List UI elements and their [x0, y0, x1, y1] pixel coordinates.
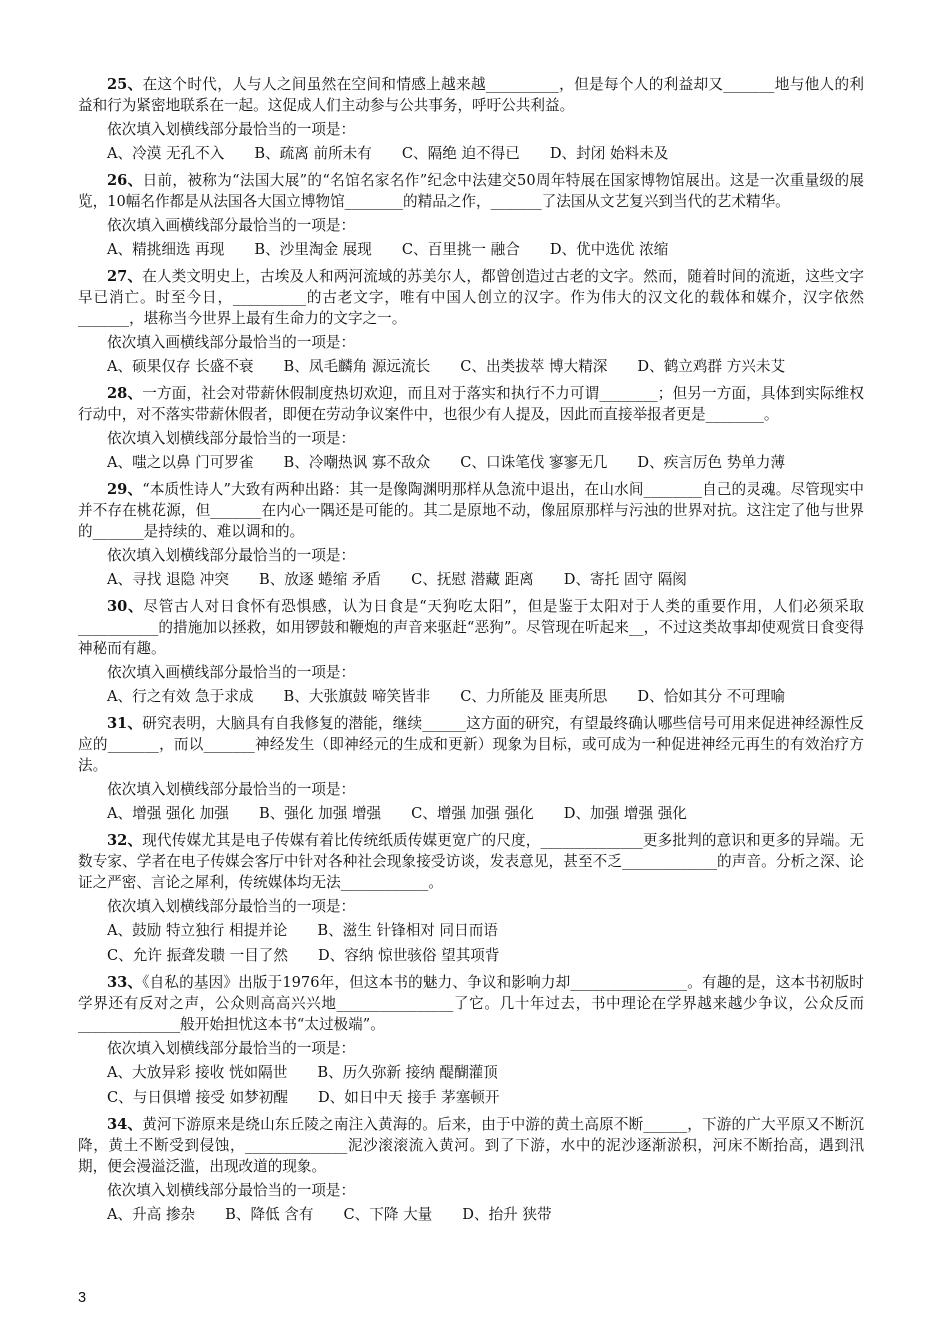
option-a: A、大放异彩 接收 恍如隔世	[107, 1064, 288, 1081]
question-stem	[78, 972, 864, 1035]
options-row	[78, 452, 864, 473]
stem-text: 日前，被称为“法国大展”的“名馆名家名作”纪念中法建交50周年特展在国家博物馆展出。这是一次重量级的展览，10幅名作都是从法国各大国立博物馆________的精品之作，_______了法国从文艺复兴到当代的艺术精华。	[78, 172, 865, 210]
option-d: D、加强 增强 强化	[563, 805, 687, 822]
question-instruction: 依次填入画横线部分最恰当的一项是：	[107, 217, 356, 234]
option-d: D、如日中天 接手 茅塞顿开	[317, 1089, 500, 1106]
question-instruction: 依次填入划横线部分最恰当的一项是：	[107, 781, 356, 798]
option-c: C、百里挑一 融合	[401, 241, 520, 258]
option-b: B、滋生 针锋相对 同日而语	[317, 922, 498, 939]
option-a: A、行之有效 急于求成	[107, 688, 254, 705]
option-c: C、下降 大量	[343, 1206, 433, 1223]
option-b: B、凤毛麟角 源远流长	[283, 358, 431, 375]
option-a: A、精挑细选 再现	[107, 241, 225, 258]
option-a: A、鼓励 特立独行 相提并论	[107, 922, 288, 939]
option-d: D、寄托 固守 隔阂	[563, 571, 687, 588]
option-a: A、冷漠 无孔不入	[107, 145, 225, 162]
option-c: C、口诛笔伐 寥寥无几	[460, 454, 608, 471]
question-stem	[78, 1114, 864, 1177]
option-b: B、大张旗鼓 啼笑皆非	[283, 688, 431, 705]
question-instruction: 依次填入划横线部分最恰当的一项是：	[107, 547, 356, 564]
option-a: A、增强 强化 加强	[107, 805, 229, 822]
options-row	[78, 945, 864, 966]
option-d: D、鹤立鸡群 方兴未艾	[637, 358, 786, 375]
options-row	[78, 569, 864, 590]
options-row	[78, 803, 864, 824]
question-stem	[78, 266, 864, 329]
question-number: 29、	[107, 481, 143, 498]
question-26	[78, 170, 864, 260]
option-c: C、隔绝 迫不得已	[401, 145, 520, 162]
question-number: 31、	[107, 715, 143, 732]
stem-text: 一方面，社会对带薪休假制度热切欢迎，而且对于落实和执行不力可谓________；但另一方面，具体到实际维权行动中，对不落实带薪休假者，即便在劳动争议案件中，也很少有人提及，因此而直接举报者更是________。	[78, 385, 864, 423]
option-c: C、增强 加强 强化	[411, 805, 534, 822]
question-30	[78, 596, 864, 707]
document-page	[78, 74, 864, 1231]
question-instruction: 依次填入画横线部分最恰当的一项是：	[107, 664, 356, 681]
options-row	[78, 920, 864, 941]
question-25	[78, 74, 864, 164]
option-b: B、历久弥新 接纳 醍醐灌顶	[317, 1064, 498, 1081]
option-a: A、嗤之以鼻 门可罗雀	[107, 454, 254, 471]
option-c: C、抚慰 潜藏 距离	[411, 571, 534, 588]
question-instruction: 依次填入划横线部分最恰当的一项是：	[107, 1040, 356, 1057]
stem-text: 《自私的基因》出版于1976年，但这本书的魅力、争议和影响力却________________。有趣的是，这本书初版时学界还有反对之声，公众则高高兴兴地________________了它。几十年过去，书中理论在学界越来越少争议，公众反而______________般开始担忧这本书“太过极端”。	[78, 974, 865, 1033]
option-b: B、沙里淘金 展现	[254, 241, 372, 258]
option-d: D、疾言厉色 势单力薄	[637, 454, 786, 471]
options-row	[78, 1087, 864, 1108]
question-instruction: 依次填入划横线部分最恰当的一项是：	[107, 898, 356, 915]
option-d: D、恰如其分 不可理喻	[637, 688, 786, 705]
question-32	[78, 830, 864, 966]
option-c: C、出类拔萃 博大精深	[460, 358, 608, 375]
question-number: 32、	[107, 832, 143, 849]
question-stem	[78, 383, 864, 425]
options-row	[78, 143, 864, 164]
question-28	[78, 383, 864, 473]
stem-text: 在这个时代，人与人之间虽然在空间和情感上越来越__________，但是每个人的利益却又_______地与他人的利益和行为紧密地联系在一起。这促成人们主动参与公共事务，呼吁公共利益。	[78, 76, 864, 114]
options-row	[78, 356, 864, 377]
question-31	[78, 713, 864, 824]
page-number: 3	[78, 1290, 87, 1306]
question-instruction: 依次填入画横线部分最恰当的一项是：	[107, 334, 356, 351]
question-number: 25、	[107, 76, 143, 93]
question-stem	[78, 74, 864, 116]
option-a: A、升高 掺杂	[107, 1206, 196, 1223]
stem-text: 尽管古人对日食怀有恐惧感，认为日食是“天狗吃太阳”，但是鉴于太阳对于人类的重要作用，人们必须采取___________的措施加以拯救，如用锣鼓和鞭炮的声音来驱赶“恶狗”。尽管现在听起来__，不过这类故事却使观赏日食变得神秘而有趣。	[78, 598, 864, 657]
option-b: B、强化 加强 增强	[258, 805, 382, 822]
option-b: B、降低 含有	[225, 1206, 314, 1223]
stem-text: “本质性诗人”大致有两种出路：其一是像陶渊明那样从急流中退出，在山水间________自己的灵魂。尽管现实中并不存在桃花源，但_______在内心一隅还是可能的。其二是原地不动，像屈原那样与污浊的世界对抗。这注定了他与世界的_______是持续的、难以调和的。	[78, 481, 864, 540]
option-d: D、优中选优 浓缩	[549, 241, 669, 258]
question-34	[78, 1114, 864, 1225]
options-row	[78, 239, 864, 260]
options-row	[78, 1204, 864, 1225]
option-b: B、放逐 蜷缩 矛盾	[258, 571, 382, 588]
option-b: B、冷嘲热讽 寡不敌众	[283, 454, 431, 471]
question-stem	[78, 830, 864, 893]
question-instruction: 依次填入划横线部分最恰当的一项是：	[107, 430, 356, 447]
options-row	[78, 686, 864, 707]
question-number: 30、	[107, 598, 144, 615]
stem-text: 黄河下游原来是绕山东丘陵之南注入黄海的。后来，由于中游的黄土高原不断______，下游的广大平原又不断沉降，黄土不断受到侵蚀，______________泥沙滚滚流入黄河。到了下游，水中的泥沙逐渐淤积，河床不断抬高，遇到汛期，便会漫溢泛滥，出现改道的现象。	[78, 1116, 864, 1175]
question-number: 26、	[107, 172, 143, 189]
option-c: C、允许 振聋发聩 一目了然	[107, 947, 288, 964]
question-number: 33、	[107, 974, 143, 991]
options-row	[78, 1062, 864, 1083]
question-number: 28、	[107, 385, 143, 402]
question-instruction: 依次填入划横线部分最恰当的一项是：	[107, 121, 356, 138]
question-number: 34、	[107, 1116, 143, 1133]
question-27	[78, 266, 864, 377]
option-a: A、寻找 退隐 冲突	[107, 571, 229, 588]
question-stem	[78, 596, 864, 659]
option-b: B、疏离 前所未有	[254, 145, 372, 162]
option-a: A、硕果仅存 长盛不衰	[107, 358, 254, 375]
option-c: C、与日俱增 接受 如梦初醒	[107, 1089, 288, 1106]
question-stem	[78, 713, 864, 776]
question-stem	[78, 170, 864, 212]
option-d: D、容纳 惊世骇俗 望其项背	[317, 947, 500, 964]
stem-text: 在人类文明史上，古埃及人和两河流域的苏美尔人，都曾创造过古老的文字。然而，随着时间的流逝，这些文字早已消亡。时至今日，__________的古老文字，唯有中国人创立的汉字。作为伟大的汉文化的载体和媒介，汉字依然_______，堪称当今世界上最有生命力的文字之一。	[78, 268, 864, 327]
stem-text: 研究表明，大脑具有自我修复的潜能，继续______这方面的研究，有望最终确认哪些信号可用来促进神经源性反应的_______，而以_______神经发生（即神经元的生成和更新）现象为目标，或可成为一种促进神经元再生的有效治疗方法。	[78, 715, 864, 774]
question-33	[78, 972, 864, 1108]
question-number: 27、	[107, 268, 143, 285]
option-c: C、力所能及 匪夷所思	[460, 688, 608, 705]
option-d: D、抬升 狭带	[462, 1206, 552, 1223]
question-stem	[78, 479, 864, 542]
stem-text: 现代传媒尤其是电子传媒有着比传统纸质传媒更宽广的尺度，______________更多批判的意识和更多的异端。无数专家、学者在电子传媒会客厅中针对各种社会现象接受访谈，发表意见，甚至不乏_____________的声音。分析之深、论证之严密、言论之犀利，传统媒体均无法____________。	[78, 832, 864, 891]
question-29	[78, 479, 864, 590]
question-instruction: 依次填入划横线部分最恰当的一项是：	[107, 1182, 356, 1199]
option-d: D、封闭 始料未及	[549, 145, 669, 162]
